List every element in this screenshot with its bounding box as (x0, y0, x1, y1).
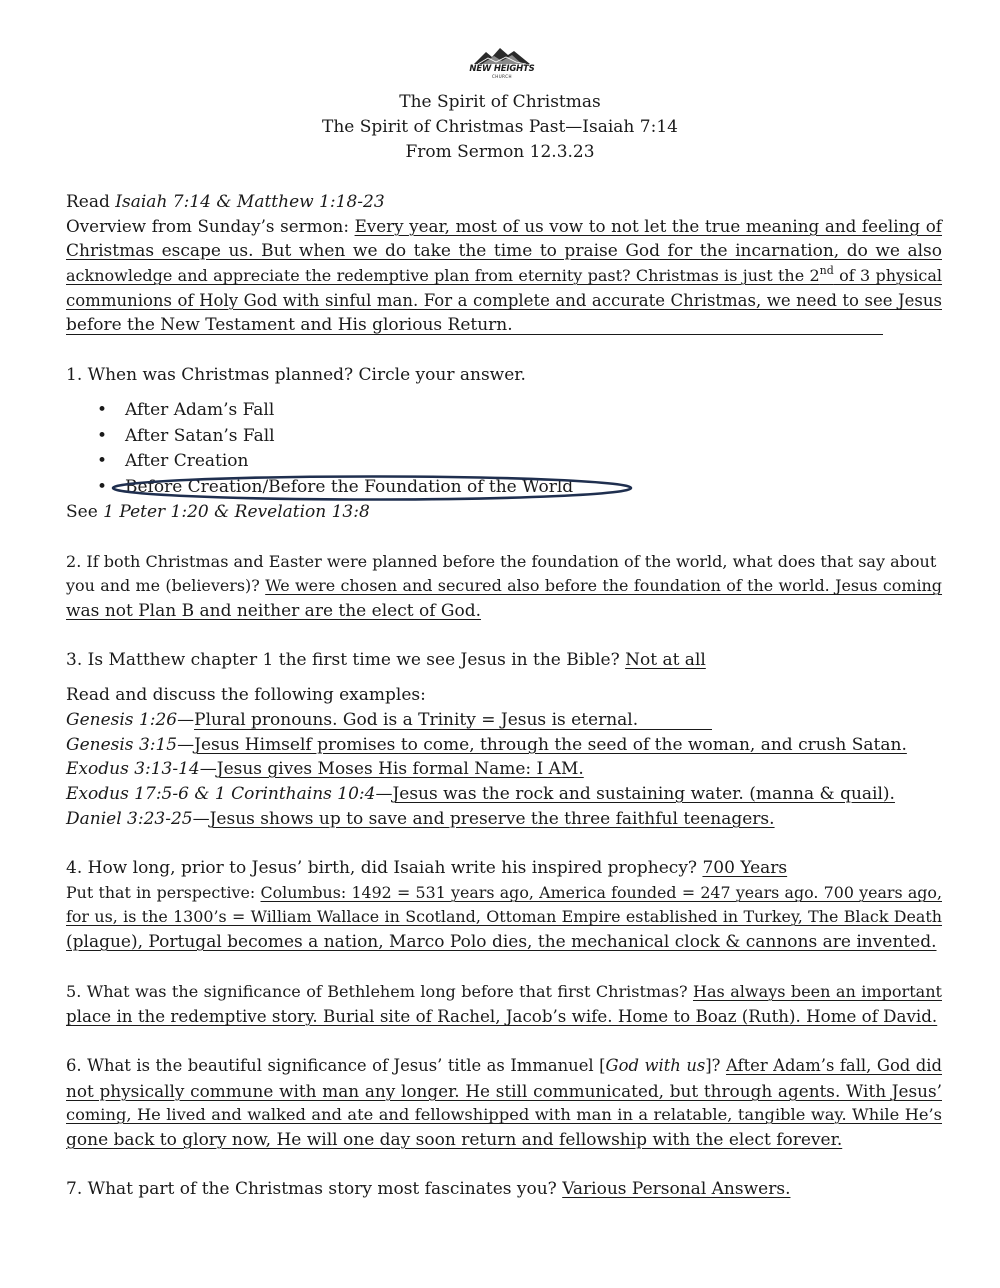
answer-circle-mark (108, 473, 636, 503)
overview-line-4: communions of Holy God with sinful man. For a complete and accurate Christmas, we need to see Jesus (66, 291, 942, 310)
question-4: 4. How long, prior to Jesus’ birth, did Isaiah write his inspired prophecy? 700 Years (66, 858, 788, 878)
perspective-line-2: for us, is the 1300’s = William Wallace in Scotland, Ottoman Empire established in Turkey, The Black Death (66, 907, 942, 926)
answer-7: Various Personal Answers. (562, 1179, 791, 1199)
question-3: 3. Is Matthew chapter 1 the first time we see Jesus in the Bible? Not at all (66, 650, 706, 670)
logo-subtext: CHURCH (491, 74, 513, 79)
overview-line-2: Christmas escape us. But when we do take the time to praise God for the incarnation, do we also (66, 241, 942, 261)
question-7: 7. What part of the Christmas story most fascinates you? Various Personal Answers. (66, 1179, 791, 1199)
overview-line-3: acknowledge and appreciate the redemptive plan from eternity past? Christmas is just the 2nd of 3 physical (66, 264, 942, 285)
answer-2-line-2: was not Plan B and neither are the elect of God. (66, 601, 481, 621)
church-logo (466, 46, 538, 86)
read-references: Isaiah 7:14 & Matthew 1:18-23 (115, 192, 385, 212)
answer-2: We were chosen and secured also before the foundation of the world. Jesus coming (265, 576, 943, 595)
title-line-2: The Spirit of Christmas Past—Isaiah 7:14 (322, 117, 678, 137)
worksheet-page: NEW HEIGHTS CHURCH The Spirit of Christmas The Spirit of Christmas Past—Isaiah 7:14 From Sermon 12.3.23 Read Isaiah 7:14 & Matthew 1:18-23 Overview from Sunday’s sermon: Every year, most of us vow to not let the true meaning and feeling of Christmas escape us. But when we do take the time to praise God for the incarnation, do we also acknowledge and appreciate the redemptive plan from eternity past? Christmas is just the 2nd of 3 physical communions of Holy God with sinful man. For a complete and accurate Christmas, we need to see Jesus before the New Testament and His glorious Return. 1. When was Christmas planned? Circle your answer. • After Adam’s Fall • After Satan’s Fall • After Creation • Before Creation/Before the Foundation of the World See 1 Peter 1:20 & Revelation 13:8 2. If both Christmas and Easter were planned before the foundation of the world, what does that say about you and me (believers)? We were chosen and secured also before the foundation of the world. Jesus coming was not Plan B and neither are the elect of God. 3. Is Matthew chapter 1 the first time we see Jesus in the Bible? Not at all Read and discuss the following examples: Genesis 1:26—Plural pronouns. God is a Trinity = Jesus is eternal. Genesis 3:15—Jesus Himself promises to come, through the seed of the woman, and crush Satan. Exodus 3:13-14—Jesus gives Moses His formal Name: I AM. Exodus 17:5-6 & 1 Corinthains 10:4—Jesus was the rock and sustaining water. (manna & quail). Daniel 3:23-25—Jesus shows up to save and preserve the three faithful teenagers. 4. How long, prior to Jesus’ birth, did Isaiah write his inspired prophecy? 700 Years Put that in perspective: Columbus: 1492 = 531 years ago, America founded = 247 years ago. 700 years ago, for us, is the 1300’s = William Wallace in Scotland, Ottoman Empire established in Turkey, The Black Death (plague), Portugal becomes a nation, Marco Polo dies, the mechanical clock & cannons are invented. 5. What was the significance of Bethlehem long before that first Christmas? Has always been an important place in the redemptive story. Burial site of Rachel, Jacob’s wife. Home to Boaz (Ruth). Home of David. 6. What is the beautiful significance of Jesus’ title as Immanuel [God with us]? After Adam’s fall, God did not physically commune with man any longer. He still communicated, but through agents. With Jesus’ coming, He lived and walked and ate and fellowshipped with man in a relatable, tangible way. While He’s gone back to glory now, He will one day soon return and fellowship with the elect forever. 7. What part of the Christmas story most fascinates you? Various Personal Answers. (0, 0, 1000, 1288)
answer-5: Has always been an important (692, 982, 942, 1001)
example-line: Daniel 3:23-25—Jesus shows up to save and preserve the three faithful teenagers. (66, 809, 775, 829)
answer-3: Not at all (625, 650, 706, 670)
question-1: 1. When was Christmas planned? Circle your answer. (66, 365, 526, 385)
perspective-line-3: (plague), Portugal becomes a nation, Marco Polo dies, the mechanical clock & cannons are invented. (66, 932, 937, 952)
see-references-line: See 1 Peter 1:20 & Revelation 13:8 (66, 502, 370, 522)
perspective-line-1: Put that in perspective: Columbus: 1492 = 531 years ago, America founded = 247 years ago. 700 years ago, (66, 883, 942, 902)
example-line: Genesis 3:15—Jesus Himself promises to come, through the seed of the woman, and crush Satan. (66, 735, 907, 755)
overview-line-1: Overview from Sunday’s sermon: Every year, most of us vow to not let the true meaning and feeling of (66, 216, 942, 236)
logo-wordmark: NEW HEIGHTS (469, 64, 535, 74)
discuss-line: Read and discuss the following examples: (66, 685, 426, 705)
read-line: Read Isaiah 7:14 & Matthew 1:18-23 (66, 192, 385, 212)
answer-6-line-3: coming, He lived and walked and ate and fellowshipped with man in a relatable, tangible way. While He’s (66, 1105, 942, 1124)
answer-6-line-4: gone back to glory now, He will one day soon return and fellowship with the elect forever. (66, 1130, 843, 1150)
title-line-1: The Spirit of Christmas (399, 92, 601, 112)
title-line-3: From Sermon 12.3.23 (405, 142, 595, 162)
overview-line-5: before the New Testament and His glorious Return. (66, 314, 883, 335)
question-2-line-2: you and me (believers)? We were chosen and secured also before the foundation of the world. Jesus coming (66, 576, 943, 595)
answer-6: After Adam’s fall, God did (725, 1056, 942, 1075)
answer-5-line-2: place in the redemptive story. Burial site of Rachel, Jacob’s wife. Home to Boaz (Ruth). Home of David. (66, 1007, 938, 1026)
overview-answer: Every year, most of us vow to not let the true meaning and feeling of (354, 216, 942, 236)
question-6: 6. What is the beautiful significance of Jesus’ title as Immanuel [God with us]? After Adam’s fall, God did (66, 1056, 942, 1075)
question-2: 2. If both Christmas and Easter were planned before the foundation of the world, what does that say about (66, 552, 937, 571)
answer-6-line-2: not physically commune with man any longer. He still communicated, but through agents. With Jesus’ (66, 1081, 942, 1101)
example-line: Exodus 17:5-6 & 1 Corinthains 10:4—Jesus was the rock and sustaining water. (manna & quail). (66, 784, 895, 804)
example-line: Genesis 1:26—Plural pronouns. God is a Trinity = Jesus is eternal. (66, 709, 942, 731)
mountain-logo-icon (472, 46, 532, 66)
example-line: Exodus 3:13-14—Jesus gives Moses His formal Name: I AM. (66, 759, 584, 779)
answer-4: 700 Years (702, 858, 788, 878)
question-5: 5. What was the significance of Bethlehem long before that first Christmas? Has always been an important (66, 982, 942, 1001)
